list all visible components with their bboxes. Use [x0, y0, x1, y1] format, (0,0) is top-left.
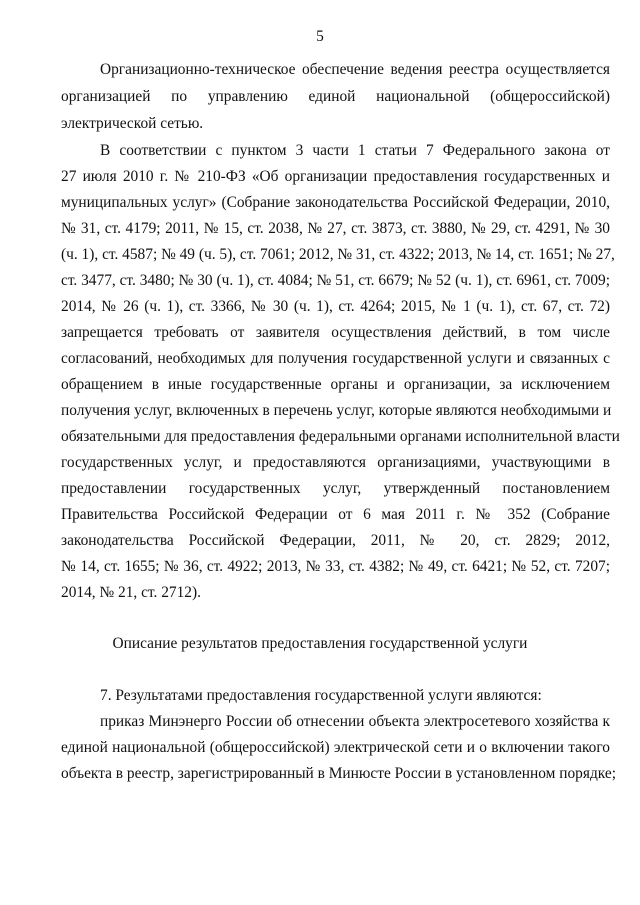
- text-line: № 31, ст. 4179; 2011, № 15, ст. 2038, № 27, ст. 3873, ст. 3880, № 29, ст. 4291, № 30: [61, 220, 610, 237]
- text-line: приказ Минэнерго России об отнесении объекта электросетевого хозяйства к: [100, 713, 610, 730]
- section-heading: Описание результатов предоставления государственной услуги: [112, 635, 528, 652]
- text-line: муниципальных услуг» (Собрание законодательства Российской Федерации, 2010,: [61, 194, 610, 211]
- page-number: 5: [316, 28, 324, 45]
- text-line: 2014, № 21, ст. 2712).: [61, 584, 201, 601]
- text-line: ст. 3477, ст. 3480; № 30 (ч. 1), ст. 4084; № 51, ст. 6679; № 52 (ч. 1), ст. 6961, ст. 7009;: [61, 272, 610, 289]
- text-line: государственных услуг, и предоставляются организациями, участвующими в: [61, 454, 610, 471]
- text-line: 27 июля 2010 г. № 210-ФЗ «Об организации предоставления государственных и: [61, 168, 610, 185]
- text-line: организацией по управлению единой национальной (общероссийской): [61, 88, 610, 105]
- text-line: Правительства Российской Федерации от 6 мая 2011 г. № 352 (Собрание: [61, 506, 610, 523]
- text-line: 7. Результатами предоставления государственной услуги являются:: [100, 687, 542, 704]
- text-line: обязательными для предоставления федеральными органами исполнительной власти: [61, 428, 620, 445]
- text-line: предоставлении государственных услуг, утвержденный постановлением: [61, 480, 610, 497]
- text-line: согласований, необходимых для получения государственной услуги и связанных с: [61, 350, 610, 367]
- text-line: электрической сетью.: [61, 115, 204, 132]
- text-line: объекта в реестр, зарегистрированный в Минюсте России в установленном порядке;: [61, 765, 616, 782]
- text-line: (ч. 1), ст. 4587; № 49 (ч. 5), ст. 7061; 2012, № 31, ст. 4322; 2013, № 14, ст. 1651; № 27,: [61, 246, 615, 263]
- text-line: В соответствии с пунктом 3 части 1 статьи 7 Федерального закона от: [100, 142, 610, 159]
- text-line: законодательства Российской Федерации, 2011, № 20, ст. 2829; 2012,: [61, 532, 610, 549]
- text-line: 2014, № 26 (ч. 1), ст. 3366, № 30 (ч. 1), ст. 4264; 2015, № 1 (ч. 1), ст. 67, ст. 72): [61, 298, 610, 315]
- text-line: запрещается требовать от заявителя осуществления действий, в том числе: [61, 324, 610, 341]
- text-line: получения услуг, включенных в перечень услуг, которые являются необходимыми и: [61, 402, 612, 419]
- text-line: Организационно-техническое обеспечение ведения реестра осуществляется: [100, 61, 610, 78]
- text-line: № 14, ст. 1655; № 36, ст. 4922; 2013, № 33, ст. 4382; № 49, ст. 6421; № 52, ст. 7207;: [61, 558, 610, 575]
- text-line: единой национальной (общероссийской) электрической сети и о включении такого: [61, 739, 610, 756]
- text-line: обращением в иные государственные органы и организации, за исключением: [61, 376, 610, 393]
